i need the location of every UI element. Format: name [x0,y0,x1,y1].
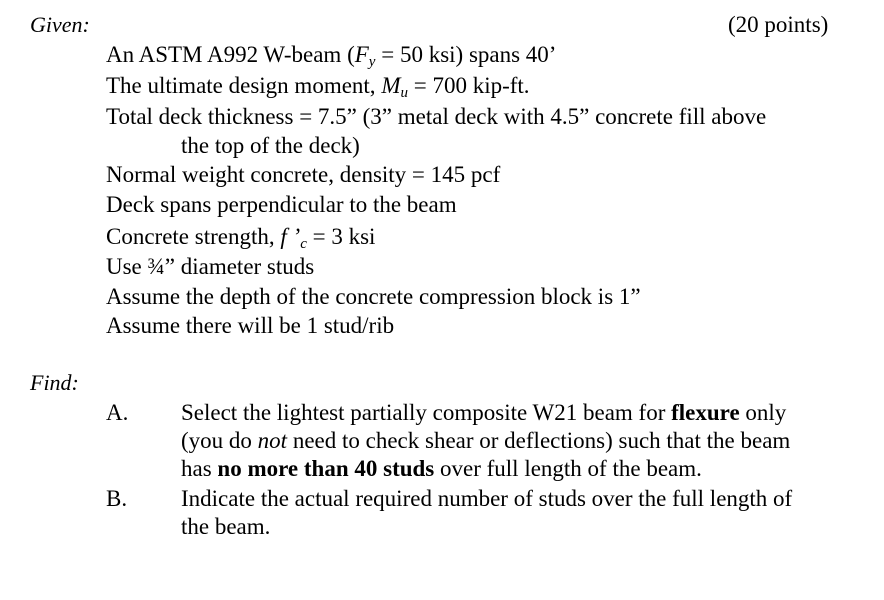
given-line-strength-pre: Concrete strength, [106,224,281,249]
given-line-steel-pre: An ASTM A992 W-beam ( [106,42,355,67]
points-label: (20 points) [728,12,829,37]
given-line-density: Normal weight concrete, density = 145 pcf [106,162,501,187]
find-a-line-2-pre: (you do [181,428,258,453]
find-a-line-3 [181,454,702,483]
find-a-line-1-pre: Select the lightest partially composite W21 beam for [181,400,672,425]
find-a-line-1-bold: flexure [671,400,740,425]
given-line-deck: Total deck thickness = 7.5” (3” metal deck with 4.5” concrete fill above [106,104,767,129]
find-a-line-2-post: need to check shear or deflections) such that the beam [287,428,791,453]
given-line-rib: Assume there will be 1 stud/rib [106,313,395,338]
given-line-studs: Use ¾” diameter studs [106,254,315,279]
find-a-line-2 [181,426,790,455]
given-line-strength-sub: c [300,236,307,252]
given-line-moment-sub: u [400,85,408,101]
find-a-line-1 [181,398,786,427]
find-a-line-2-italic: not [257,428,288,453]
find-a-line-3-pre: has [181,456,218,481]
given-line-moment-post: = 700 kip-ft. [407,73,530,98]
given-line-deck-span: Deck spans perpendicular to the beam [106,192,457,217]
find-a-line-3-bold: no more than 40 studs [217,456,435,481]
given-line-moment-var: M [381,73,401,98]
find-a-line-3-post: over full length of the beam. [434,456,702,481]
given-heading: Given: [30,12,90,37]
find-heading: Find: [30,370,79,395]
find-b-line-1: Indicate the actual required number of studs over the full length of [181,486,793,511]
given-line-steel-var: F [354,42,369,67]
find-a-line-1-post: only [739,400,787,425]
find-b-line-2: the beam. [181,514,271,539]
given-line-deck-cont: the top of the deck) [181,133,360,158]
find-b-label: B. [106,486,128,511]
given-line-strength-post: = 3 ksi [306,224,376,249]
given-line-moment-pre: The ultimate design moment, [106,73,382,98]
find-a-label: A. [106,400,129,425]
given-line-steel-sub: y [368,54,376,70]
given-line-block: Assume the depth of the concrete compression block is 1” [106,284,641,309]
given-line-steel-post: = 50 ksi) spans 40’ [375,42,557,67]
given-line-strength-var: f ’ [280,224,301,249]
